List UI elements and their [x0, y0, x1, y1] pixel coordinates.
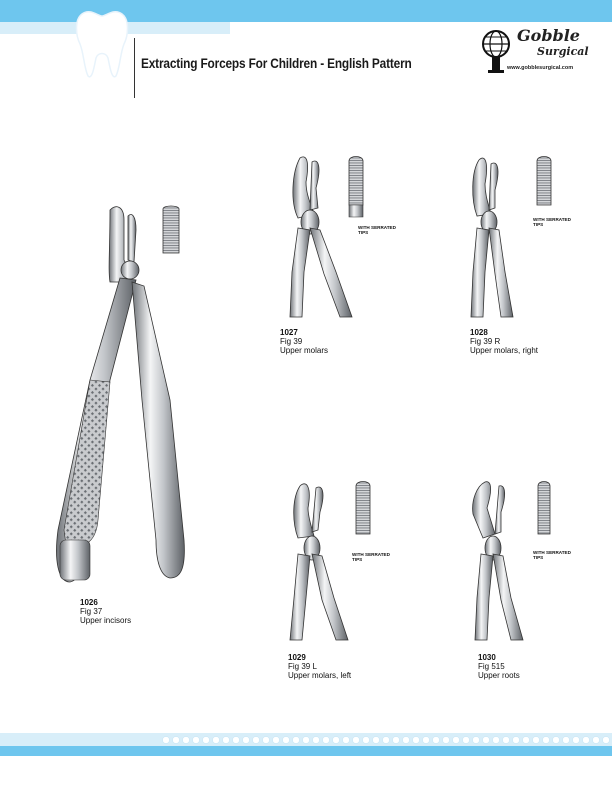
product-desc: Upper molars, left	[288, 671, 352, 680]
product-caption-1029	[288, 653, 351, 680]
forceps-1030-image	[465, 478, 535, 643]
product-code: 1030	[478, 653, 496, 662]
logo-name: Gobble	[517, 26, 580, 45]
serrated-note-1028: WITH SERRATED TIPS	[533, 217, 571, 227]
product-desc: Upper molars, right	[470, 346, 539, 355]
product-caption-1027	[280, 328, 328, 355]
header-divider	[134, 38, 135, 98]
product-desc: Upper roots	[478, 671, 520, 680]
product-fig: Fig 37	[80, 607, 103, 616]
product-fig: Fig 39	[280, 337, 303, 346]
product-code: 1026	[80, 598, 98, 607]
tip-1029-image	[352, 480, 374, 540]
product-fig: Fig 39 R	[470, 337, 501, 346]
logo-subtitle: Surgical	[537, 45, 589, 58]
tooth-icon	[70, 8, 134, 80]
product-code: 1029	[288, 653, 306, 662]
product-fig: Fig 515	[478, 662, 505, 671]
serrated-note-1030: WITH SERRATED TIPS	[533, 550, 571, 560]
logo-url: www.gobblesurgical.com	[507, 65, 574, 71]
serrated-note-1029: WITH SERRATED TIPS	[352, 552, 390, 562]
forceps-1026-image	[50, 200, 200, 590]
product-caption-1028	[470, 328, 538, 355]
product-code: 1028	[470, 328, 488, 337]
serrated-note-1027: WITH SERRATED TIPS	[358, 225, 396, 235]
forceps-1029-image	[282, 478, 362, 643]
tip-1026-image	[160, 205, 182, 257]
product-caption-1030	[478, 653, 520, 680]
tip-1028-image	[533, 155, 555, 210]
tip-1030-image	[533, 480, 555, 540]
footer-band	[0, 746, 612, 756]
page-title: Extracting Forceps For Children - English Pattern	[141, 56, 412, 71]
footer-tooth-pattern	[160, 736, 612, 744]
product-desc: Upper molars	[280, 346, 329, 355]
forceps-1028-image	[465, 152, 535, 322]
product-fig: Fig 39 L	[288, 662, 317, 671]
product-code: 1027	[280, 328, 298, 337]
product-caption-1026	[80, 598, 131, 625]
product-desc: Upper incisors	[80, 616, 132, 625]
tip-1027-image	[345, 155, 367, 220]
